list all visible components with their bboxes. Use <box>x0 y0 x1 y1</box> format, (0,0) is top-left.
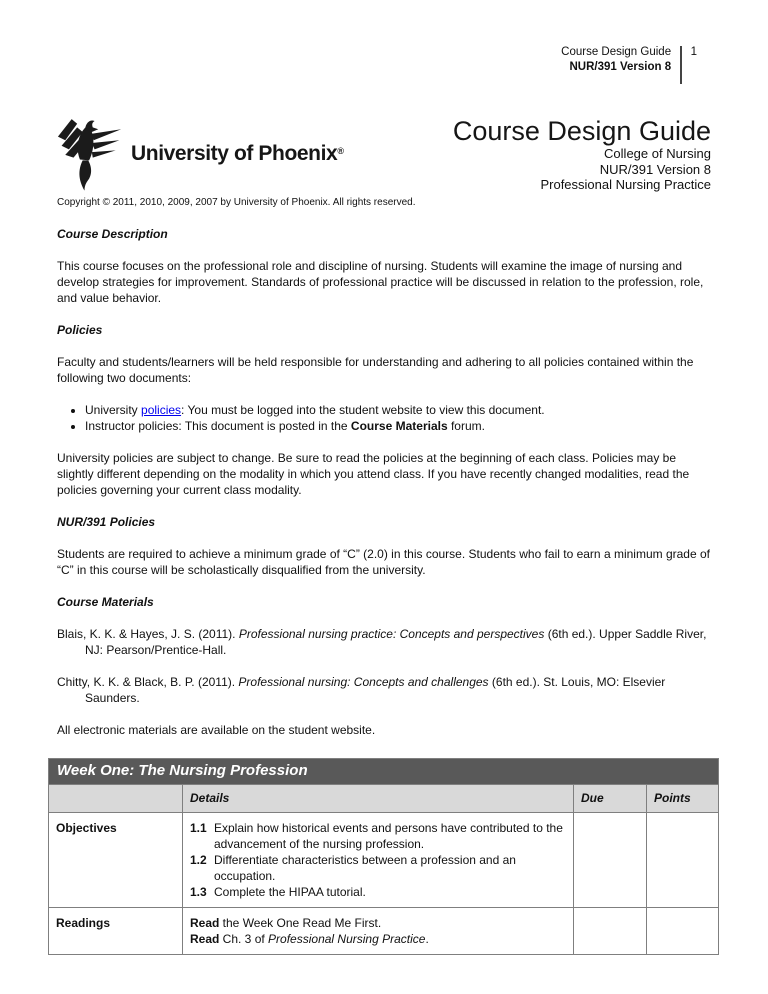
copyright-line: Copyright © 2011, 2010, 2009, 2007 by University of Phoenix. All rights reserved. <box>57 197 416 208</box>
electronic-materials-note: All electronic materials are available on the student website. <box>57 723 376 737</box>
policies-bullet-list <box>57 402 711 434</box>
subtitle-version: NUR/391 Version 8 <box>599 161 711 177</box>
university-logo-text <box>131 142 344 166</box>
objectives-due-cell <box>574 813 647 908</box>
bullet2-pre: Instructor policies: This document is posted in the <box>85 419 351 433</box>
citation2-title: Professional nursing: Concepts and challenges <box>238 675 489 689</box>
readings-points-cell <box>647 908 719 955</box>
objective-item <box>190 852 566 884</box>
document-body <box>48 226 719 738</box>
list-item <box>85 402 711 418</box>
heading-policies: Policies <box>57 323 103 337</box>
table-column-header-row <box>49 785 719 813</box>
list-item <box>85 418 711 434</box>
objective-item <box>190 820 566 852</box>
reading1-text: the Week One Read Me First. <box>219 916 382 930</box>
citation-chitty <box>57 674 711 706</box>
column-header-due: Due <box>574 785 647 813</box>
reading2-mid: Ch. 3 of <box>219 932 269 946</box>
citation1-post: (6th ed.). Upper Saddle River, NJ: Pearson/Prentice-Hall. <box>85 627 707 657</box>
objective-number: 1.2 <box>190 853 207 867</box>
citation1-pre: Blais, K. K. & Hayes, J. S. (2011). <box>57 627 239 641</box>
bullet2-post: forum. <box>447 419 485 433</box>
page-number-divider <box>680 46 682 84</box>
policies-outro-text: University policies are subject to change. Be sure to read the policies at the beginning of each class. Policies may be slightly different depending on the modality in which you attend class. If you have recently changed modalities, read the policies governing your current class modality. <box>57 451 690 497</box>
masthead <box>48 114 719 194</box>
heading-course-description: Course Description <box>57 227 168 241</box>
citation2-pre: Chitty, K. K. & Black, B. P. (2011). <box>57 675 239 689</box>
objective-number: 1.3 <box>190 885 207 899</box>
university-policies-link[interactable]: policies <box>141 403 182 417</box>
bullet1-post: : You must be logged into the student website to view this document. <box>181 403 545 417</box>
reading2-post: . <box>425 932 429 946</box>
table-banner-row <box>49 759 719 785</box>
objective-item <box>190 884 566 900</box>
university-logo <box>57 114 344 194</box>
policies-intro-text: Faculty and students/learners will be held responsible for understanding and adhering to all policies contained within the following two documents: <box>57 355 694 385</box>
row-label-objectives: Objectives <box>49 813 183 908</box>
objectives-details-cell <box>183 813 574 908</box>
week-banner: Week One: The Nursing Profession <box>49 759 719 785</box>
subtitle-course-name: Professional Nursing Practice <box>540 177 711 192</box>
heading-nur391-policies: NUR/391 Policies <box>57 515 156 529</box>
readings-details-cell <box>183 908 574 955</box>
title-block <box>453 116 711 193</box>
logo-wordmark: University of Phoenix <box>131 142 338 165</box>
objective-text: Complete the HIPAA tutorial. <box>214 885 366 899</box>
citation-blais <box>57 626 711 658</box>
bullet1-pre: University <box>85 403 142 417</box>
running-header <box>48 45 719 84</box>
reading1-verb: Read <box>190 916 220 930</box>
objective-number: 1.1 <box>190 821 207 835</box>
column-header-blank <box>49 785 183 813</box>
column-header-points: Points <box>647 785 719 813</box>
nur391-policies-text: Students are required to achieve a minimum grade of “C” (2.0) in this course. Students who fail to earn a minimum grade of “C” in this course will be scholastically disqualified from the university. <box>57 547 710 577</box>
reading-line <box>190 931 566 947</box>
readings-due-cell <box>574 908 647 955</box>
objective-text: Differentiate characteristics between a profession and an occupation. <box>214 853 516 883</box>
running-header-course-title: Course Design Guide <box>561 46 672 58</box>
phoenix-bird-icon <box>57 114 123 194</box>
registered-trademark-symbol: ® <box>337 146 344 156</box>
reading2-book-title: Professional Nursing Practice <box>268 932 426 946</box>
table-row-readings <box>49 908 719 955</box>
page-number: 1 <box>690 46 697 58</box>
bullet2-bold: Course Materials <box>350 419 448 433</box>
week-one-table <box>48 758 719 955</box>
page-title: Course Design Guide <box>452 116 711 146</box>
course-description-text: This course focuses on the professional role and discipline of nursing. Students will examine the image of nursing and develop strategies for improvement. Standards of professional practice will be discussed in relation to the profession, role, and value behavior. <box>57 259 704 305</box>
citation2-post: (6th ed.). St. Louis, MO: Elsevier Saunders. <box>85 675 666 705</box>
subtitle-college: College of Nursing <box>604 146 711 161</box>
heading-course-materials: Course Materials <box>57 595 154 609</box>
row-label-readings: Readings <box>49 908 183 955</box>
table-row-objectives <box>49 813 719 908</box>
running-header-titles <box>561 45 671 75</box>
column-header-details: Details <box>183 785 574 813</box>
objectives-points-cell <box>647 813 719 908</box>
reading2-verb: Read <box>190 932 220 946</box>
citation1-title: Professional nursing practice: Concepts and perspectives <box>238 627 545 641</box>
running-header-version: NUR/391 Version 8 <box>569 61 672 73</box>
objective-text: Explain how historical events and persons have contributed to the advancement of the nursing profession. <box>214 821 563 851</box>
reading-line <box>190 915 566 931</box>
